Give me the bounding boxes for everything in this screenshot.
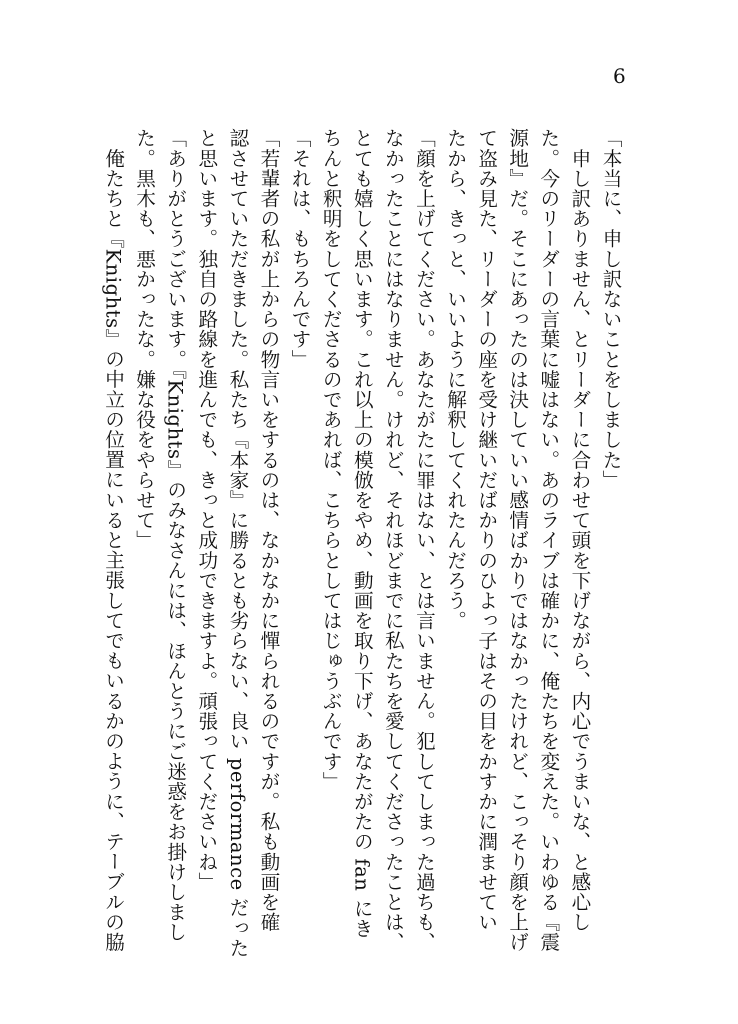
- text-line: 「それは、もちろんです」: [288, 128, 312, 370]
- text-line: たから、きっと、いいように解釈してくれたんだろう。: [443, 128, 467, 631]
- text-line: と思います。独自の路線を進んでも、きっと成功できますよ。頑張ってくださいね」: [194, 128, 218, 892]
- text-line: 認させていただきました。私たち『本家』に勝るとも劣らない、良い performance だった: [225, 128, 249, 958]
- text-line: ちんと釈明をしてくださるのであれば、こちらとしてはじゅうぶんです」: [319, 128, 343, 792]
- text-line: なかったことにはなりません。けれど、それほどまでに私たちを愛してくださったことは、: [381, 128, 405, 953]
- page-number: 6: [613, 64, 626, 88]
- text-line: 「本当に、申し訳ないことをしました」: [599, 128, 622, 490]
- text-line: 「顔を上げてください。あなたがたに罪はない、とは言いません。犯してしまった過ちも、: [412, 128, 436, 953]
- text-line: とても嬉しく思います。これ以上の模倣をやめ、動画を取り下げ、あなたがたの fan にき: [350, 128, 374, 939]
- text-line: 俺たちと『Knights』の中立の位置にいると主張してでもいるかのように、テーブルの脇: [101, 128, 125, 952]
- text-line: 源地』だ。そこにあったのは決していい感情ばかりではなかったけれど、こっそり顔を上げ: [505, 128, 529, 953]
- text-line: 「若輩者の私が上からの物言いをするのは、なかなかに憚られるのですが。私も動画を確: [256, 128, 280, 932]
- text-line: 「ありがとうございます。『Knights』のみなさんには、ほんとうにご迷惑をお掛けしまし: [163, 128, 187, 943]
- text-line: た。黒木も、悪かったな。嫌な役をやらせて」: [132, 128, 156, 551]
- text-line: 申し訳ありません、とリーダーに合わせて頭を下げながら、内心でうまいな、と感心し: [567, 128, 591, 932]
- vertical-text-block: [91, 128, 622, 958]
- text-line: て盗み見た、リーダーの座を受け継いだばかりのひよっ子はその目をかすかに潤ませてい: [474, 128, 498, 932]
- text-line: た。今のリーダーの言葉に嘘はない。あのライブは確かに、俺たちを変えた。いわゆる『震: [536, 128, 560, 953]
